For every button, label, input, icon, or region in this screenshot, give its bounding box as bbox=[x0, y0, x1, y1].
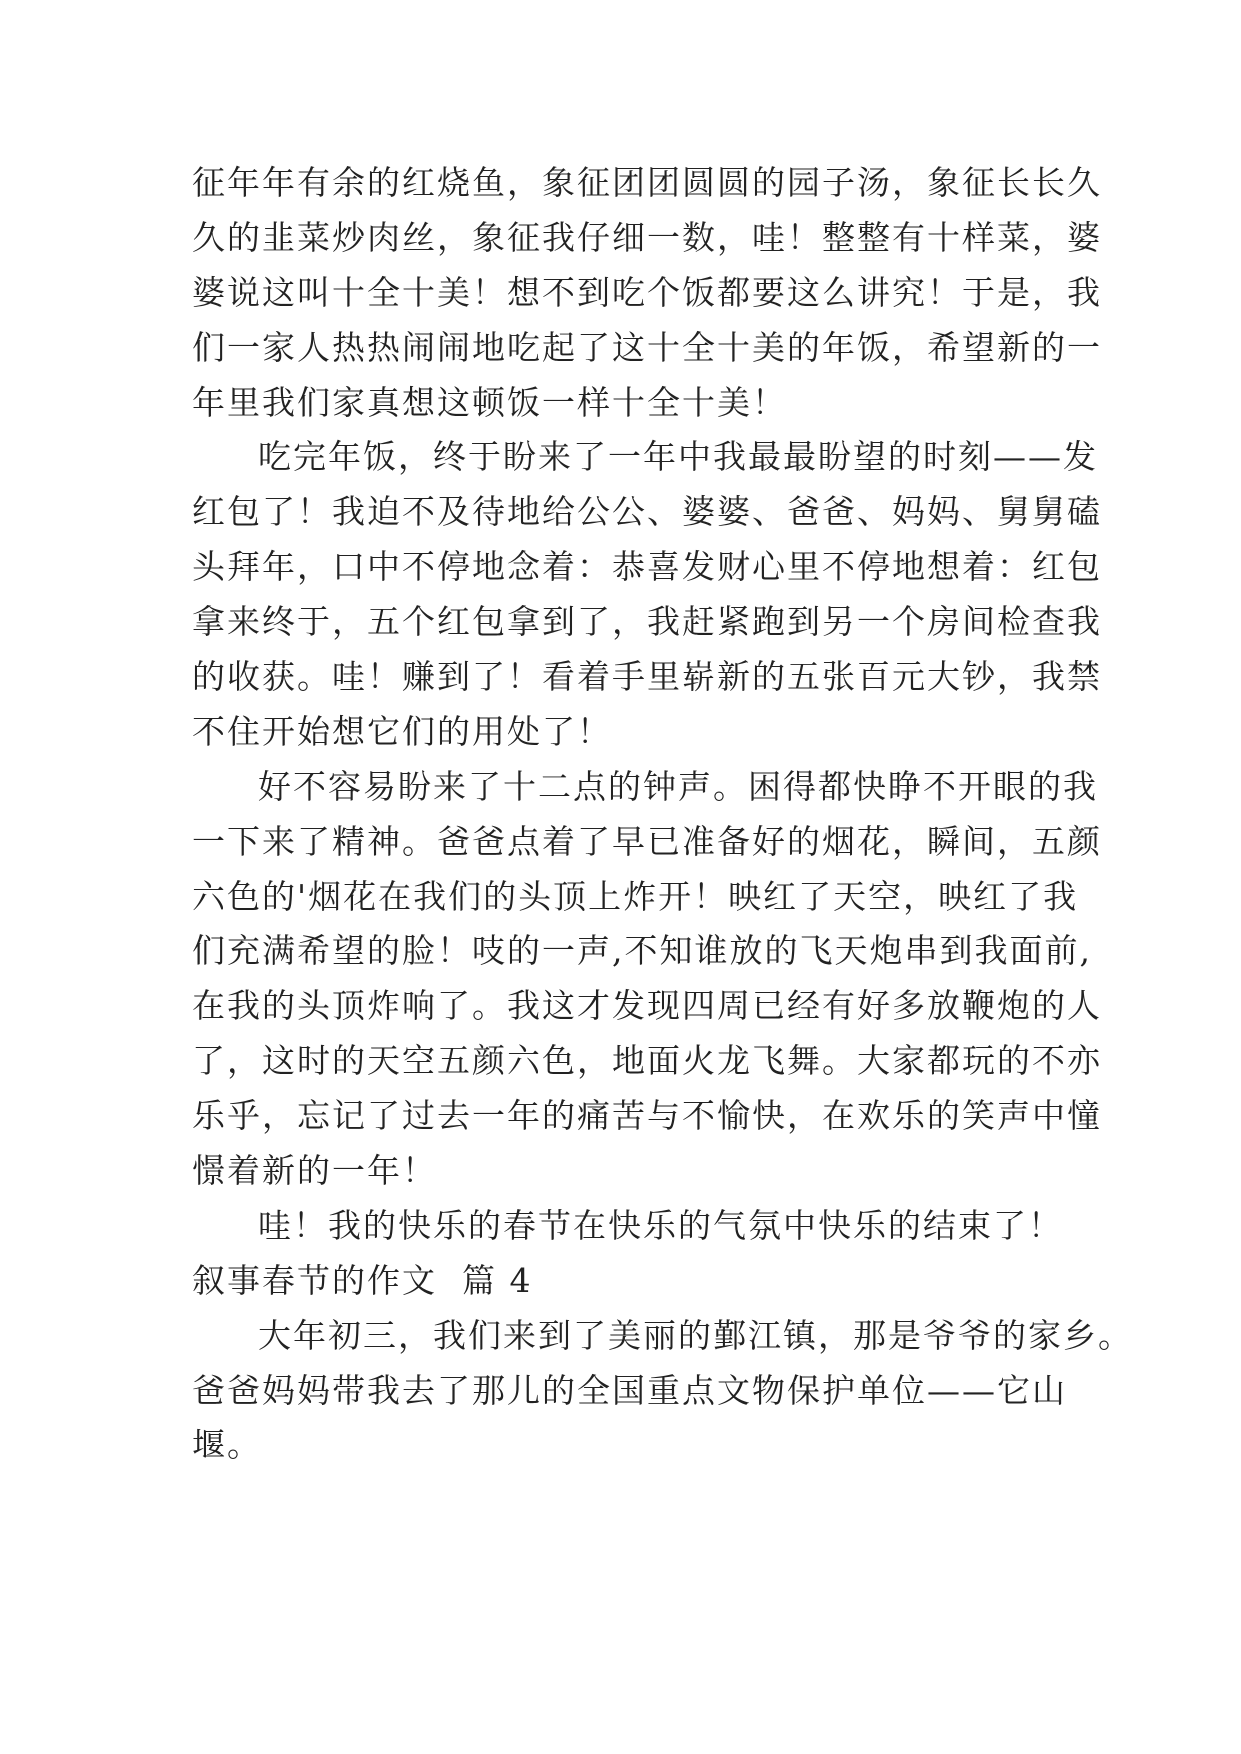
paragraph bbox=[192, 156, 1102, 430]
text-line: 乐乎，忘记了过去一年的痛苦与不愉快，在欢乐的笑声中憧 bbox=[192, 1096, 1102, 1136]
text-line: 久的韭菜炒肉丝，象征我仔细一数，哇！整整有十样菜，婆 bbox=[192, 217, 1102, 257]
text-line: 了，这时的天空五颜六色，地面火龙飞舞。大家都玩的不亦 bbox=[192, 1041, 1102, 1081]
section-heading bbox=[192, 1254, 1072, 1309]
text-line: 爸爸妈妈带我去了那儿的全国重点文物保护单位——它山 bbox=[192, 1370, 1067, 1410]
paragraph bbox=[192, 760, 1102, 1199]
text-line: 头拜年，口中不停地念着：恭喜发财心里不停地想着：红包 bbox=[192, 547, 1102, 587]
text-line: 红包了！我迫不及待地给公公、婆婆、爸爸、妈妈、舅舅磕 bbox=[192, 492, 1102, 532]
text-line: 们一家人热热闹闹地吃起了这十全十美的年饭，希望新的一 bbox=[192, 327, 1102, 367]
text-line: 不住开始想它们的用处了！ bbox=[192, 711, 612, 751]
text-line: 婆说这叫十全十美！想不到吃个饭都要这么讲究！于是，我 bbox=[192, 272, 1102, 312]
text-line: 年里我们家真想这顿饭一样十全十美！ bbox=[192, 382, 787, 422]
essay-body bbox=[192, 156, 1133, 1473]
text-line: 憬着新的一年！ bbox=[192, 1151, 437, 1191]
text-line: 堰。 bbox=[192, 1425, 262, 1465]
text-line: 一下来了精神。爸爸点着了早已准备好的烟花，瞬间，五颜 bbox=[192, 821, 1102, 861]
paragraph bbox=[192, 1309, 1133, 1474]
text-line: 们充满希望的脸！吱的一声,不知谁放的飞天炮串到我面前, bbox=[192, 931, 1092, 971]
paragraph bbox=[192, 430, 1102, 759]
text-line: 拿来终于，五个红包拿到了，我赶紧跑到另一个房间检查我 bbox=[192, 602, 1102, 642]
text-line: 哇！我的快乐的春节在快乐的气氛中快乐的结束了！ bbox=[258, 1205, 1063, 1245]
paragraph bbox=[192, 1199, 1072, 1254]
text-line: 的收获。哇！赚到了！看着手里崭新的五张百元大钞，我禁 bbox=[192, 657, 1102, 697]
text-line: 吃完年饭，终于盼来了一年中我最最盼望的时刻——发 bbox=[258, 437, 1098, 477]
text-line: 大年初三，我们来到了美丽的鄞江镇，那是爷爷的家乡。 bbox=[258, 1315, 1133, 1355]
text-line: 六色的'烟花在我们的头顶上炸开！映红了天空，映红了我 bbox=[192, 876, 1079, 916]
text-line: 征年年有余的红烧鱼，象征团团圆圆的园子汤，象征长长久 bbox=[192, 163, 1102, 202]
text-line: 在我的头顶炸响了。我这才发现四周已经有好多放鞭炮的人 bbox=[192, 986, 1102, 1026]
section-heading-text: 叙事春节的作文 篇 4 bbox=[192, 1260, 533, 1300]
text-line: 好不容易盼来了十二点的钟声。困得都快睁不开眼的我 bbox=[258, 766, 1098, 806]
